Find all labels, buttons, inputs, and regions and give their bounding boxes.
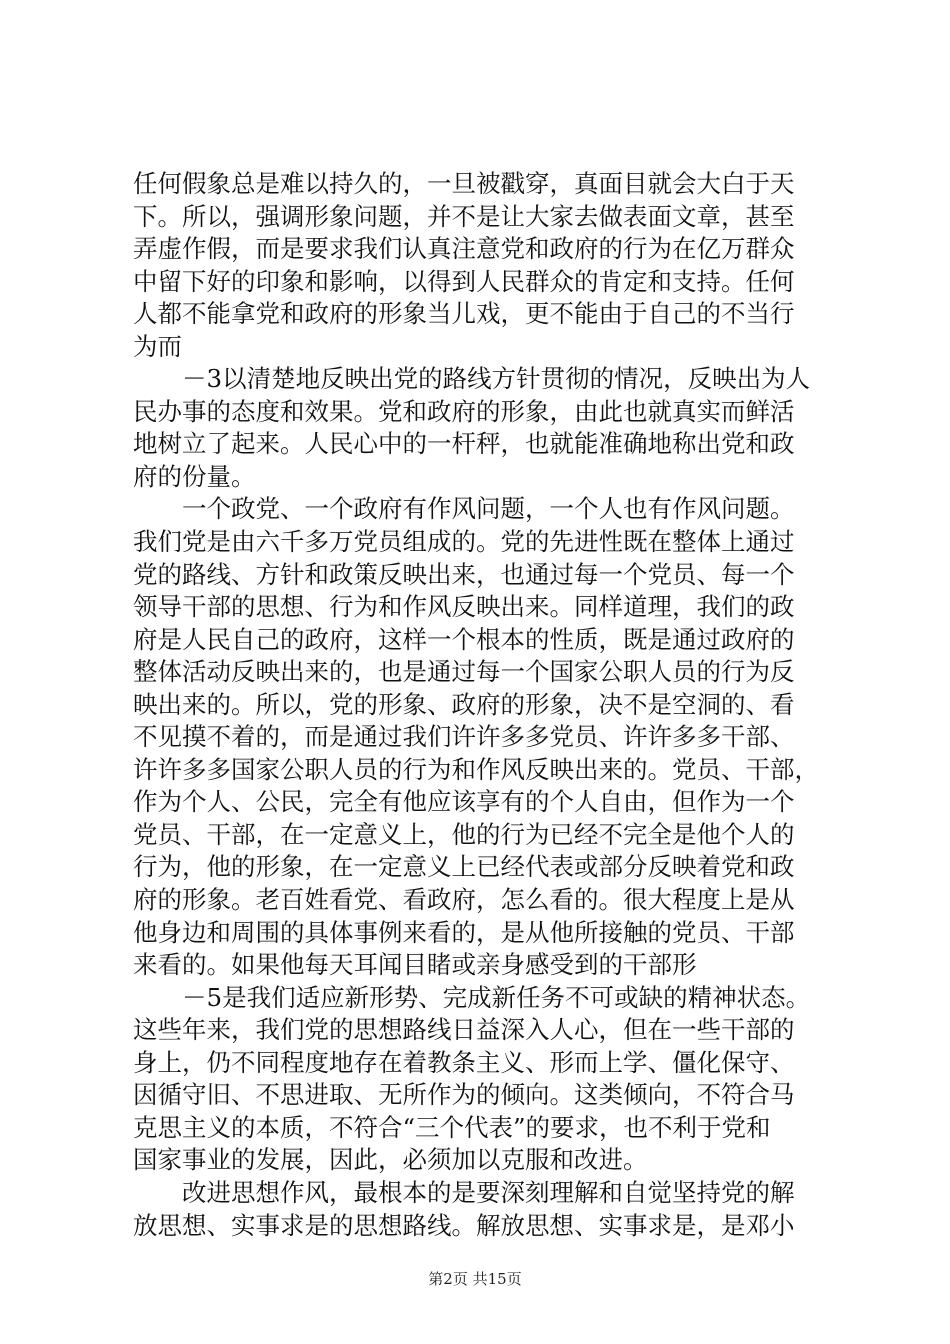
body-text [133,168,833,1242]
text-line: 国家事业的发展，因此，必须加以克服和改进。 [133,1145,648,1175]
text-line: 来看的。如果他每天耳闻目睹或亲身感受到的干部形 [133,950,697,980]
text-line: 克思主义的本质，不符合“三个代表”的要求，也不利于党和 [133,1112,771,1142]
text-line: 映出来的。所以，党的形象、政府的形象，决不是空洞的、看 [133,689,795,719]
text-line: 改进思想作风，最根本的是要深刻理解和自觉坚持党的解 [182,1177,795,1207]
text-line: 人都不能拿党和政府的形象当儿戏，更不能由于自己的不当行 [133,299,795,329]
paragraph-3 [133,493,833,981]
text-line: 府的份量。 [133,461,256,491]
text-line: －3以清楚地反映出党的路线方针贯彻的情况，反映出为人 [182,364,811,394]
text-line: 因循守旧、不思进取、无所作为的倾向。这类倾向，不符合马 [133,1080,795,1110]
text-line: 领导干部的思想、行为和作风反映出来。同样道理，我们的政 [133,592,795,622]
text-line: 许许多多国家公职人员的行为和作风反映出来的。党员、干部， [133,754,819,784]
text-line: 身上，仍不同程度地存在着教条主义、形而上学、僵化保守、 [133,1047,795,1077]
text-line: 弄虚作假，而是要求我们认真注意党和政府的行为在亿万群众 [133,234,795,264]
text-line: 作为个人、公民，完全有他应该享有的个人自由，但作为一个 [133,787,795,817]
text-line: 党员、干部，在一定意义上，他的行为已经不完全是他个人的 [133,819,795,849]
text-line: 中留下好的印象和影响，以得到人民群众的肯定和支持。任何 [133,266,795,296]
text-line: 我们党是由六千多万党员组成的。党的先进性既在整体上通过 [133,527,795,557]
text-line: －5是我们适应新形势、完成新任务不可或缺的精神状态。 [182,982,811,1012]
text-line: 这些年来，我们党的思想路线日益深入人心，但在一些干部的 [133,1015,795,1045]
paragraph-5 [133,1177,833,1242]
text-line: 民办事的态度和效果。党和政府的形象，由此也就真实而鲜活 [133,396,795,426]
text-line: 一个政党、一个政府有作风问题，一个人也有作风问题。 [182,494,795,524]
page-footer: 第2页 共15页 [428,1270,522,1288]
text-line: 下。所以，强调形象问题，并不是让大家去做表面文章，甚至 [133,201,795,231]
text-line: 放思想、实事求是的思想路线。解放思想、实事求是，是邓小 [133,1210,795,1240]
text-line: 任何假象总是难以持久的，一旦被戳穿，真面目就会大白于天 [133,169,795,198]
text-line: 府是人民自己的政府，这样一个根本的性质，既是通过政府的 [133,624,795,654]
text-line: 不见摸不着的，而是通过我们许许多多党员、许许多多干部、 [133,722,795,752]
text-line: 地树立了起来。人民心中的一杆秤，也就能准确地称出党和政 [133,429,795,459]
text-line: 行为，他的形象，在一定意义上已经代表或部分反映着党和政 [133,852,795,882]
text-line: 他身边和周围的具体事例来看的，是从他所接触的党员、干部 [133,917,795,947]
text-line: 府的形象。老百姓看党、看政府，怎么看的。很大程度上是从 [133,885,795,915]
text-line: 整体活动反映出来的，也是通过每一个国家公职人员的行为反 [133,657,795,687]
text-line: 党的路线、方针和政策反映出来，也通过每一个党员、每一个 [133,559,795,589]
paragraph-2 [133,363,833,493]
paragraph-4 [133,982,833,1177]
paragraph-1 [133,168,833,363]
text-line: 为而 [133,331,182,361]
